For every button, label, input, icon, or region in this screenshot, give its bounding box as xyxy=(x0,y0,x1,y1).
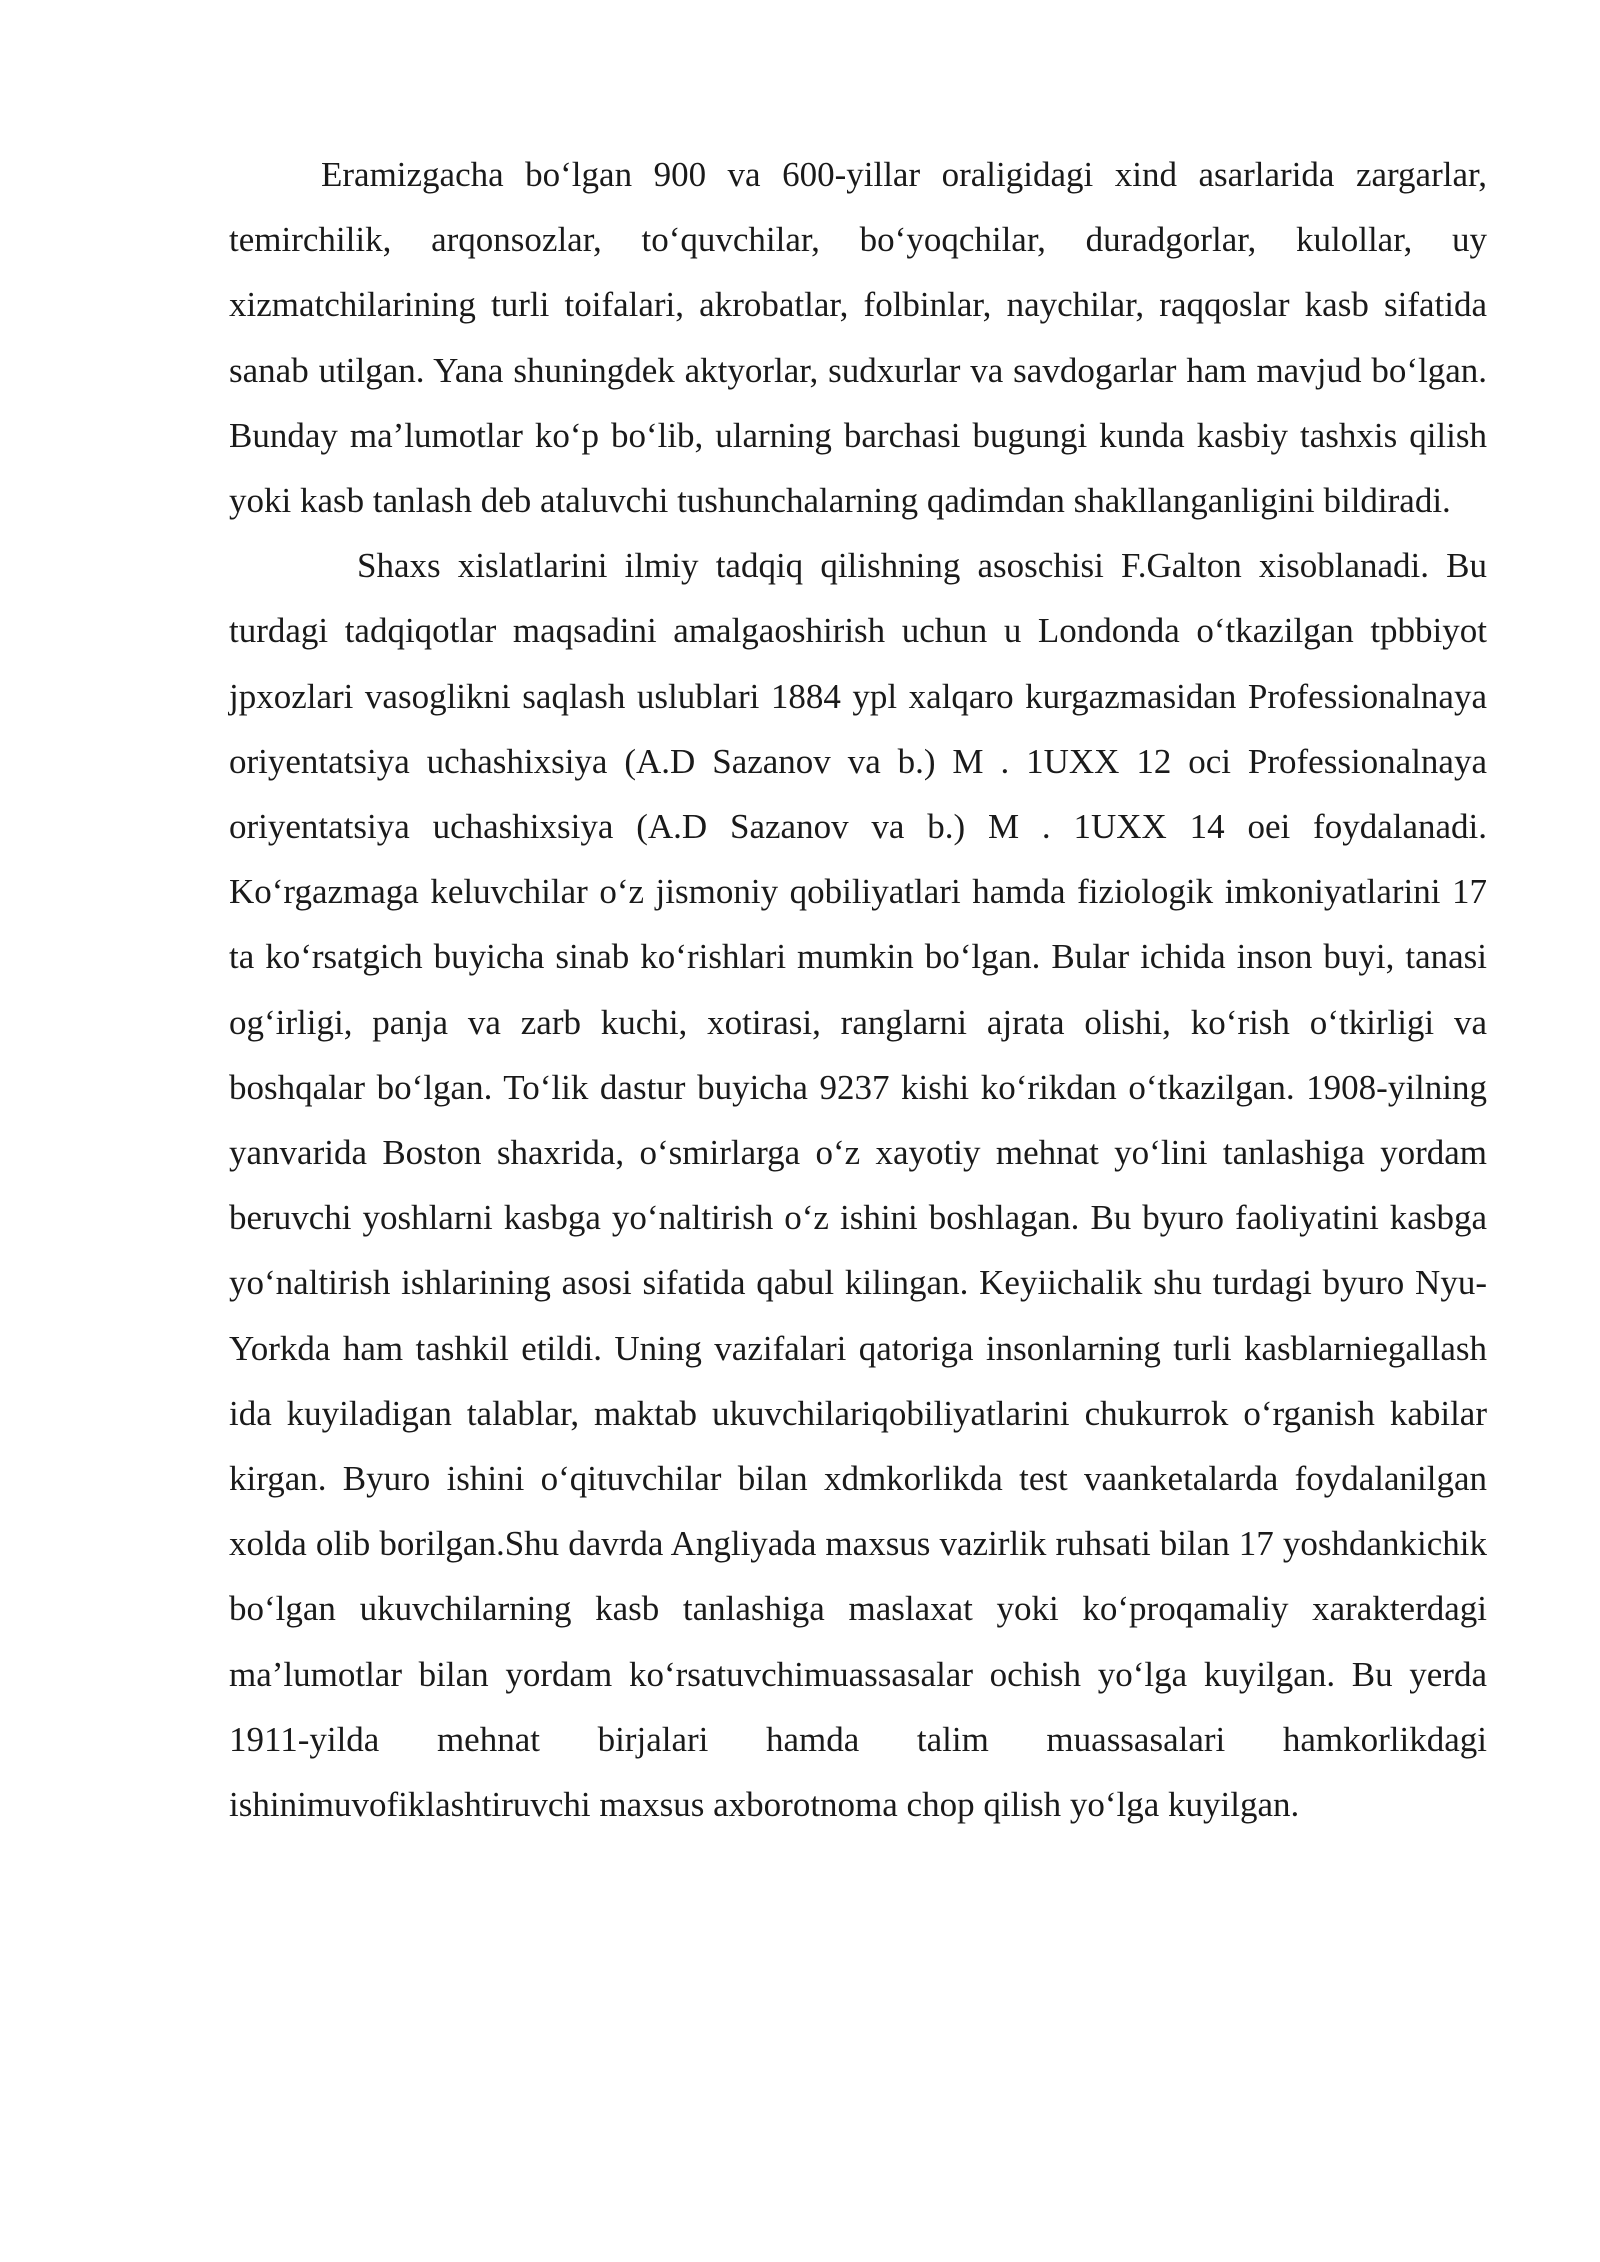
document-body xyxy=(229,142,1487,1837)
paragraph-1: Eramizgacha bo‘lgan 900 va 600-yillar oraligidagi xind asarlarida zargarlar, temirchilik, arqonsozlar, to‘quvchilar, bo‘yoqchilar, duradgorlar, kulollar, uy xizmatchilarining turli toifalari, akrobatlar, folbinlar, naychilar, raqqoslar kasb sifatida sanab utilgan. Yana shuningdek aktyorlar, sudxurlar va savdogarlar ham mavjud bo‘lgan. Bunday ma’lumotlar ko‘p bo‘lib, ularning barchasi bugungi kunda kasbiy tashxis qilish yoki kasb tanlash deb ataluvchi tushunchalarning qadimdan shakllanganligini bildiradi. xyxy=(229,155,1487,521)
paragraph-2: Shaxs xislatlarini ilmiy tadqiq qilishning asoschisi F.Galton xisoblanadi. Bu turdagi tadqiqotlar maqsadini amalgaoshirish uchun u Londonda o‘tkazilgan tpbbiyot jpxozlari vasoglikni saqlash uslublari 1884 ypl xalqaro kurgazmasidan Professionalnaya oriyentatsiya uchashixsiya (A.D Sazanov va b.) M . 1UXX 12 oci Professionalnaya oriyentatsiya uchashixsiya (A.D Sazanov va b.) M . 1UXX 14 oei foydalanadi. Ko‘rgazmaga keluvchilar o‘z jismoniy qobiliyatlari hamda fiziologik imkoniyatlarini 17 ta ko‘rsatgich buyicha sinab ko‘rishlari mumkin bo‘lgan. Bular ichida inson buyi, tanasi og‘irligi, panja va zarb kuchi, xotirasi, ranglarni ajrata olishi, ko‘rish o‘tkirligi va boshqalar bo‘lgan. To‘lik dastur buyicha 9237 kishi ko‘rikdan o‘tkazilgan. 1908-yilning yanvarida Boston shaxrida, o‘smirlarga o‘z xayotiy mehnat yo‘lini tanlashiga yordam beruvchi yoshlarni kasbga yo‘naltirish o‘z ishini boshlagan. Bu byuro faoliyatini kasbga yo‘naltirish ishlarining asosi sifatida qabul kilingan. Keyiichalik shu turdagi byuro Nyu- Yorkda ham tashkil etildi. Uning vazifalari qatoriga insonlarning turli kasblarniegallash ida kuyiladigan talablar, maktab ukuvchilariqobiliyatlarini chukurrok o‘rganish kabilar kirgan. Byuro ishini o‘qituvchilar bilan xdmkorlikda test vaanketalarda foydalanilgan xolda olib borilgan.Shu davrda Angliyada maxsus vazirlik ruhsati bilan 17 yoshdankichik bo‘lgan ukuvchilarning kasb tanlashiga maslaxat yoki ko‘proqamaliy xarakterdagi ma’lumotlar bilan yordam ko‘rsatuvchimuassasalar ochish yo‘lga kuyilgan. Bu yerda 1911-yilda mehnat birjalari hamda talim muassasalari hamkorlikdagi ishinimuvofiklashtiruvchi maxsus axborotnoma chop qilish yo‘lga kuyilgan. xyxy=(229,546,1487,1825)
